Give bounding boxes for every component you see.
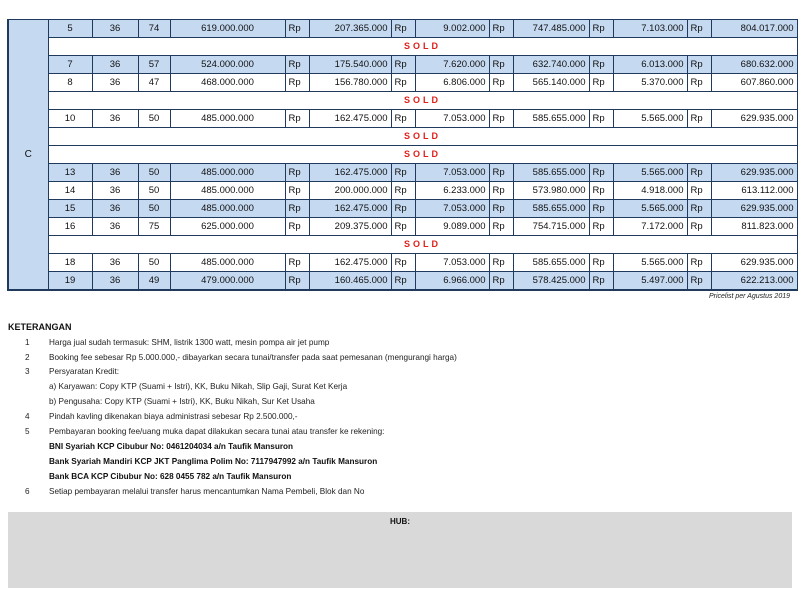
- total-price: 622.213.000: [711, 272, 797, 291]
- building-size: 36: [92, 20, 138, 38]
- sold-row: [8, 38, 797, 56]
- currency-label: Rp: [285, 182, 309, 200]
- currency-label: Rp: [589, 56, 613, 74]
- value-col-2: 7.053.000: [415, 164, 489, 182]
- value-col-1: 162.475.000: [309, 200, 391, 218]
- value-col-3: 632.740.000: [513, 56, 589, 74]
- note-text: Persyaratan Kredit:: [49, 367, 120, 376]
- currency-label: Rp: [285, 164, 309, 182]
- base-price: 468.000.000: [170, 74, 285, 92]
- value-col-3: 585.655.000: [513, 110, 589, 128]
- unit-row: [8, 254, 797, 272]
- note-number: 4: [25, 412, 30, 421]
- contact-box: [8, 512, 792, 588]
- currency-label: Rp: [489, 200, 513, 218]
- sold-label: SOLD: [48, 38, 797, 56]
- currency-label: Rp: [687, 110, 711, 128]
- unit-number: 7: [48, 56, 92, 74]
- building-size: 36: [92, 254, 138, 272]
- sold-row: [8, 236, 797, 254]
- bank-account-mandiri: Bank Syariah Mandiri KCP JKT Panglima Polim No: 7117947992 a/n Taufik Mansuron: [49, 457, 378, 466]
- total-price: 607.860.000: [711, 74, 797, 92]
- currency-label: Rp: [589, 182, 613, 200]
- currency-label: Rp: [391, 272, 415, 291]
- value-col-1: 175.540.000: [309, 56, 391, 74]
- currency-label: Rp: [285, 254, 309, 272]
- building-size: 36: [92, 110, 138, 128]
- currency-label: Rp: [589, 164, 613, 182]
- value-col-2: 7.620.000: [415, 56, 489, 74]
- currency-label: Rp: [687, 272, 711, 291]
- unit-number: 15: [48, 200, 92, 218]
- base-price: 485.000.000: [170, 200, 285, 218]
- currency-label: Rp: [285, 218, 309, 236]
- building-size: 36: [92, 272, 138, 291]
- building-size: 36: [92, 218, 138, 236]
- sold-label: SOLD: [48, 128, 797, 146]
- value-col-2: 9.089.000: [415, 218, 489, 236]
- sold-label: SOLD: [48, 236, 797, 254]
- unit-number: 16: [48, 218, 92, 236]
- currency-label: Rp: [687, 218, 711, 236]
- note-5: [25, 427, 725, 439]
- currency-label: Rp: [285, 56, 309, 74]
- currency-label: Rp: [687, 200, 711, 218]
- currency-label: Rp: [489, 272, 513, 291]
- price-table: [7, 19, 798, 291]
- note-number: 2: [25, 353, 30, 362]
- value-col-3: 585.655.000: [513, 200, 589, 218]
- land-size: 50: [138, 110, 170, 128]
- value-col-4: 7.172.000: [613, 218, 687, 236]
- note-1: [25, 338, 725, 350]
- land-size: 50: [138, 164, 170, 182]
- note-text: Setiap pembayaran melalui transfer harus mencantumkan Nama Pembeli, Blok dan No: [49, 487, 365, 496]
- value-col-2: 6.233.000: [415, 182, 489, 200]
- currency-label: Rp: [589, 272, 613, 291]
- value-col-1: 162.475.000: [309, 110, 391, 128]
- value-col-4: 7.103.000: [613, 20, 687, 38]
- building-size: 36: [92, 74, 138, 92]
- building-size: 36: [92, 182, 138, 200]
- note-3: [25, 367, 725, 379]
- sold-row: [8, 92, 797, 110]
- currency-label: Rp: [391, 218, 415, 236]
- unit-number: 13: [48, 164, 92, 182]
- land-size: 50: [138, 200, 170, 218]
- note-3-karyawan: a) Karyawan: Copy KTP (Suami + Istri), KK, Buku Nikah, Slip Gaji, Surat Ket Kerja: [49, 382, 348, 391]
- currency-label: Rp: [391, 110, 415, 128]
- unit-row: [8, 56, 797, 74]
- currency-label: Rp: [285, 74, 309, 92]
- total-price: 629.935.000: [711, 110, 797, 128]
- currency-label: Rp: [489, 20, 513, 38]
- value-col-4: 5.565.000: [613, 200, 687, 218]
- value-col-4: 4.918.000: [613, 182, 687, 200]
- base-price: 485.000.000: [170, 182, 285, 200]
- total-price: 804.017.000: [711, 20, 797, 38]
- unit-row: [8, 110, 797, 128]
- currency-label: Rp: [687, 164, 711, 182]
- note-text: Booking fee sebesar Rp 5.000.000,- dibayarkan secara tunai/transfer pada saat pemesanan (mengurangi harga): [49, 353, 457, 362]
- value-col-3: 565.140.000: [513, 74, 589, 92]
- total-price: 680.632.000: [711, 56, 797, 74]
- total-price: 629.935.000: [711, 164, 797, 182]
- value-col-2: 9.002.000: [415, 20, 489, 38]
- currency-label: Rp: [687, 20, 711, 38]
- currency-label: Rp: [687, 182, 711, 200]
- note-number: 5: [25, 427, 30, 436]
- sold-row: [8, 128, 797, 146]
- value-col-2: 7.053.000: [415, 254, 489, 272]
- pricelist-date-caption: Pricelist per Agustus 2019: [708, 293, 790, 300]
- unit-number: 10: [48, 110, 92, 128]
- currency-label: Rp: [589, 254, 613, 272]
- note-2: [25, 353, 725, 365]
- contact-label: HUB:: [390, 517, 410, 526]
- unit-row: [8, 164, 797, 182]
- note-text: Harga jual sudah termasuk: SHM, listrik 1300 watt, mesin pompa air jet pump: [49, 338, 330, 347]
- currency-label: Rp: [391, 20, 415, 38]
- land-size: 47: [138, 74, 170, 92]
- value-col-3: 573.980.000: [513, 182, 589, 200]
- currency-label: Rp: [489, 182, 513, 200]
- value-col-1: 162.475.000: [309, 254, 391, 272]
- currency-label: Rp: [391, 56, 415, 74]
- currency-label: Rp: [589, 20, 613, 38]
- currency-label: Rp: [589, 74, 613, 92]
- note-number: 1: [25, 338, 30, 347]
- currency-label: Rp: [285, 110, 309, 128]
- unit-row: [8, 272, 797, 291]
- unit-number: 18: [48, 254, 92, 272]
- value-col-1: 207.365.000: [309, 20, 391, 38]
- currency-label: Rp: [489, 164, 513, 182]
- currency-label: Rp: [687, 254, 711, 272]
- currency-label: Rp: [489, 56, 513, 74]
- land-size: 50: [138, 182, 170, 200]
- unit-row: [8, 218, 797, 236]
- currency-label: Rp: [489, 110, 513, 128]
- land-size: 50: [138, 254, 170, 272]
- note-4: [25, 412, 725, 424]
- value-col-1: 162.475.000: [309, 164, 391, 182]
- currency-label: Rp: [489, 74, 513, 92]
- value-col-2: 6.966.000: [415, 272, 489, 291]
- value-col-3: 585.655.000: [513, 254, 589, 272]
- total-price: 811.823.000: [711, 218, 797, 236]
- currency-label: Rp: [489, 254, 513, 272]
- currency-label: Rp: [285, 200, 309, 218]
- unit-row: [8, 200, 797, 218]
- building-size: 36: [92, 164, 138, 182]
- total-price: 629.935.000: [711, 254, 797, 272]
- unit-number: 8: [48, 74, 92, 92]
- block-label: C: [8, 20, 48, 291]
- bank-account-bca: Bank BCA KCP Cibubur No: 628 0455 782 a/n Taufik Mansuron: [49, 472, 292, 481]
- base-price: 485.000.000: [170, 254, 285, 272]
- value-col-4: 5.565.000: [613, 164, 687, 182]
- note-text: Pindah kavling dikenakan biaya administrasi sebesar Rp 2.500.000,-: [49, 412, 298, 421]
- value-col-4: 5.370.000: [613, 74, 687, 92]
- currency-label: Rp: [589, 218, 613, 236]
- value-col-1: 160.465.000: [309, 272, 391, 291]
- base-price: 485.000.000: [170, 110, 285, 128]
- total-price: 613.112.000: [711, 182, 797, 200]
- value-col-1: 200.000.000: [309, 182, 391, 200]
- currency-label: Rp: [489, 218, 513, 236]
- currency-label: Rp: [391, 200, 415, 218]
- sold-label: SOLD: [48, 146, 797, 164]
- currency-label: Rp: [285, 272, 309, 291]
- base-price: 625.000.000: [170, 218, 285, 236]
- unit-number: 19: [48, 272, 92, 291]
- currency-label: Rp: [391, 74, 415, 92]
- land-size: 75: [138, 218, 170, 236]
- building-size: 36: [92, 56, 138, 74]
- note-6: [25, 487, 725, 499]
- note-3-pengusaha: b) Pengusaha: Copy KTP (Suami + Istri), KK, Buku Nikah, Sur Ket Usaha: [49, 397, 315, 406]
- value-col-3: 754.715.000: [513, 218, 589, 236]
- land-size: 49: [138, 272, 170, 291]
- value-col-1: 209.375.000: [309, 218, 391, 236]
- value-col-2: 6.806.000: [415, 74, 489, 92]
- base-price: 485.000.000: [170, 164, 285, 182]
- currency-label: Rp: [687, 74, 711, 92]
- sold-label: SOLD: [48, 92, 797, 110]
- currency-label: Rp: [391, 164, 415, 182]
- value-col-4: 5.565.000: [613, 110, 687, 128]
- land-size: 57: [138, 56, 170, 74]
- unit-number: 14: [48, 182, 92, 200]
- value-col-2: 7.053.000: [415, 110, 489, 128]
- value-col-4: 5.565.000: [613, 254, 687, 272]
- unit-number: 5: [48, 20, 92, 38]
- value-col-2: 7.053.000: [415, 200, 489, 218]
- value-col-3: 585.655.000: [513, 164, 589, 182]
- bank-account-bni: BNI Syariah KCP Cibubur No: 0461204034 a/n Taufik Mansuron: [49, 442, 294, 451]
- unit-row: [8, 20, 797, 38]
- value-col-3: 747.485.000: [513, 20, 589, 38]
- unit-row: [8, 182, 797, 200]
- notes-title: KETERANGAN: [8, 322, 72, 332]
- currency-label: Rp: [285, 20, 309, 38]
- currency-label: Rp: [391, 182, 415, 200]
- currency-label: Rp: [391, 254, 415, 272]
- note-text: Pembayaran booking fee/uang muka dapat dilakukan secara tunai atau transfer ke rekening:: [49, 427, 385, 436]
- base-price: 619.000.000: [170, 20, 285, 38]
- value-col-1: 156.780.000: [309, 74, 391, 92]
- value-col-4: 5.497.000: [613, 272, 687, 291]
- currency-label: Rp: [589, 200, 613, 218]
- currency-label: Rp: [687, 56, 711, 74]
- value-col-3: 578.425.000: [513, 272, 589, 291]
- value-col-4: 6.013.000: [613, 56, 687, 74]
- base-price: 524.000.000: [170, 56, 285, 74]
- note-number: 3: [25, 367, 30, 376]
- building-size: 36: [92, 200, 138, 218]
- land-size: 74: [138, 20, 170, 38]
- note-number: 6: [25, 487, 30, 496]
- sold-row: [8, 146, 797, 164]
- currency-label: Rp: [589, 110, 613, 128]
- total-price: 629.935.000: [711, 200, 797, 218]
- unit-row: [8, 74, 797, 92]
- base-price: 479.000.000: [170, 272, 285, 291]
